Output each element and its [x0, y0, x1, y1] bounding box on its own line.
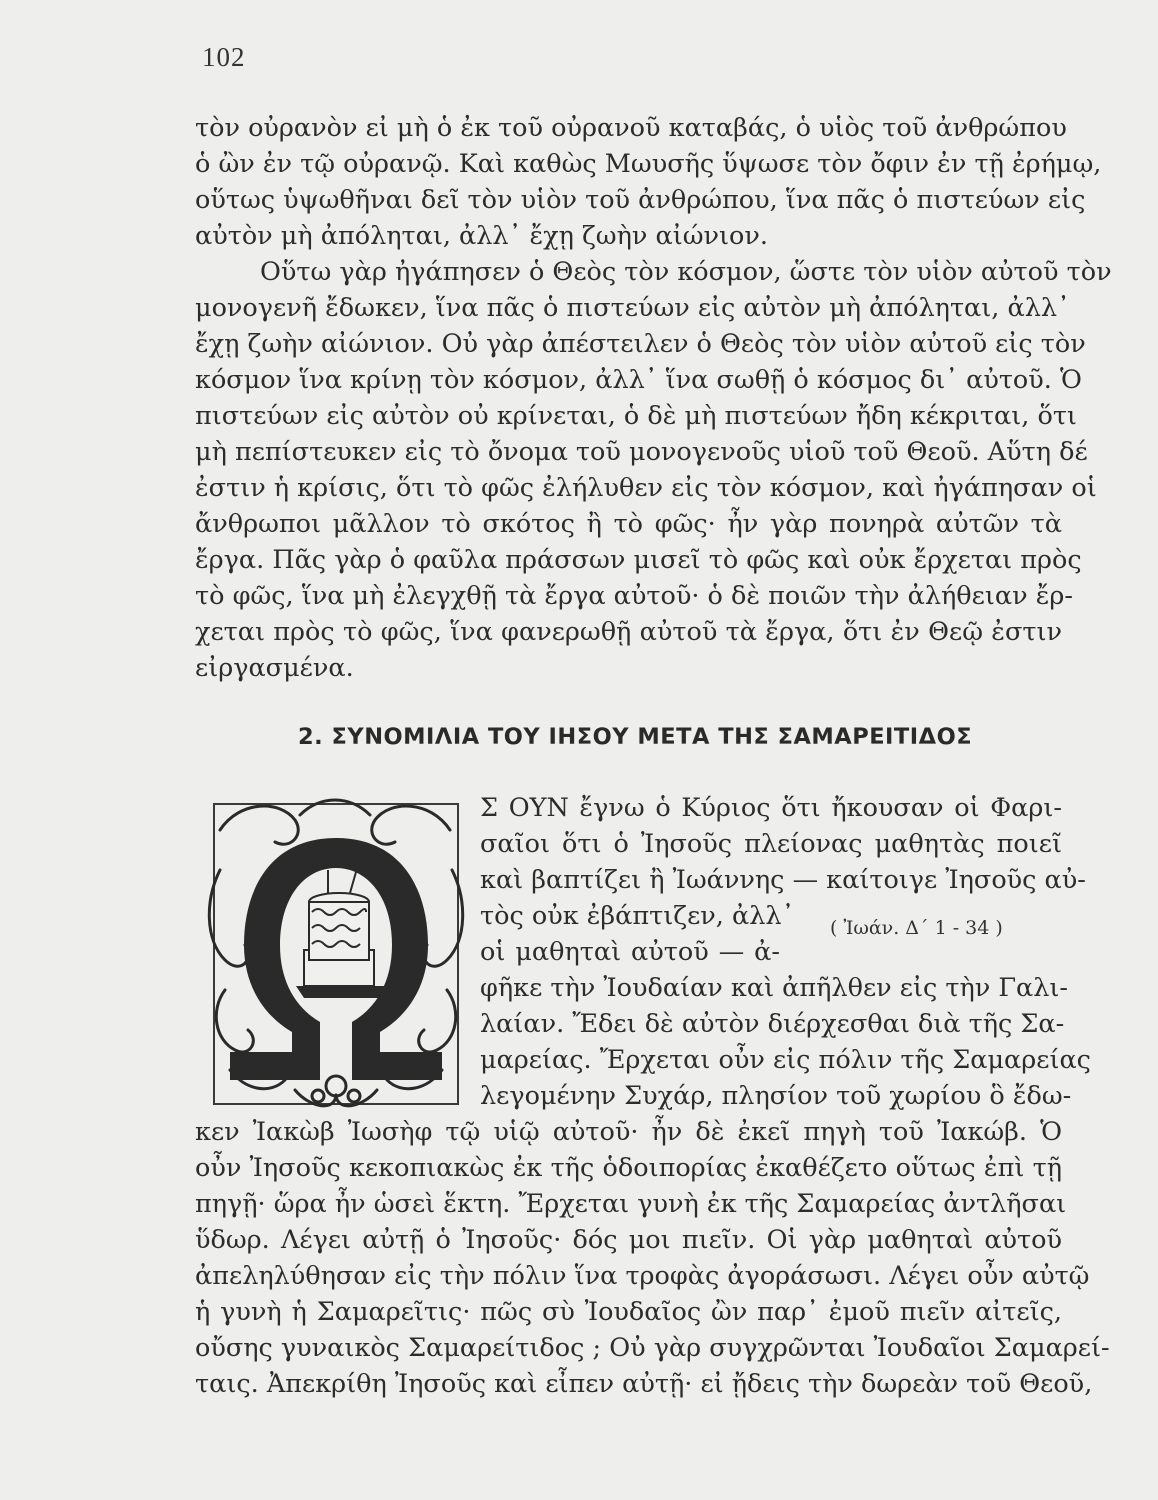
paragraph-3-line: μαρείας. Ἔρχεται οὖν εἰς πόλιν τῆς Σαμαρείας	[480, 1045, 1091, 1075]
paragraph-2-line: ἐστιν ἡ κρίσις, ὅτι τὸ φῶς ἐλήλυθεν εἰς τὸν κόσμον, καὶ ἠγάπησαν οἱ	[195, 473, 1097, 503]
paragraph-1-line: ὁ ὢν ἐν τῷ οὐρανῷ. Καὶ καθὼς Μωυσῆς ὕψωσε τὸν ὄφιν ἐν τῇ ἐρήμῳ,	[195, 149, 1102, 179]
paragraph-3-line: πηγῇ· ὥρα ἦν ὡσεὶ ἕκτη. Ἔρχεται γυνὴ ἐκ τῆς Σαμαρείας ἀντλῆσαι	[195, 1189, 1067, 1219]
paragraph-3-line: Σ ΟΥΝ ἔγνω ὁ Κύριος ὅτι ἤκουσαν οἱ Φαρι-	[480, 793, 1062, 823]
paragraph-3-line: οἱ μαθηταὶ αὐτοῦ — ἀ-	[480, 937, 780, 967]
paragraph-2-line: ἄνθρωποι μᾶλλον τὸ σκότος ἢ τὸ φῶς· ἦν γὰρ πονηρὰ αὐτῶν τὰ	[195, 509, 1062, 539]
section-heading: 2. ΣΥΝΟΜΙΛΙΑ ΤΟΥ ΙΗΣΟΥ ΜΕΤΑ ΤΗΣ ΣΑΜΑΡΕΙΤΙΔΟΣ	[298, 724, 973, 750]
paragraph-2-line: μονογενῆ ἔδωκεν, ἵνα πᾶς ὁ πιστεύων εἰς αὐτὸν μὴ ἀπόληται, ἀλλ᾽	[195, 293, 1070, 323]
paragraph-3-line: φῆκε τὴν Ἰουδαίαν καὶ ἀπῆλθεν εἰς τὴν Γαλι-	[480, 973, 1069, 1003]
paragraph-3-line: ἡ γυνὴ ἡ Σαμαρεῖτις· πῶς σὺ Ἰουδαῖος ὢν παρ᾽ ἐμοῦ πιεῖν αἰτεῖς,	[195, 1297, 1062, 1327]
paragraph-3-line: ὕδωρ. Λέγει αὐτῇ ὁ Ἰησοῦς· δός μοι πιεῖν. Οἱ γὰρ μαθηταὶ αὐτοῦ	[195, 1225, 1062, 1255]
paragraph-3-line: σαῖοι ὅτι ὁ Ἰησοῦς πλείονας μαθητὰς ποιεῖ	[480, 829, 1062, 859]
ornamental-drop-cap	[200, 790, 472, 1126]
paragraph-3-line: ταις. Ἀπεκρίθη Ἰησοῦς καὶ εἶπεν αὐτῇ· εἰ ᾔδεις τὴν δωρεὰν τοῦ Θεοῦ,	[195, 1369, 1093, 1399]
paragraph-2-line: χεται πρὸς τὸ φῶς, ἵνα φανερωθῇ αὐτοῦ τὰ ἔργα, ὅτι ἐν Θεῷ ἐστιν	[195, 617, 1062, 647]
paragraph-3-line: οὔσης γυναικὸς Σαμαρείτιδος ; Οὐ γὰρ συγχρῶνται Ἰουδαῖοι Σαμαρεί-	[195, 1333, 1110, 1363]
paragraph-2-line: τὸ φῶς, ἵνα μὴ ἐλεγχθῇ τὰ ἔργα αὐτοῦ· ὁ δὲ ποιῶν τὴν ἀλήθειαν ἔρ-	[195, 581, 1073, 611]
paragraph-2-line: ἔχῃ ζωὴν αἰώνιον. Οὐ γὰρ ἀπέστειλεν ὁ Θεὸς τὸν υἱὸν αὐτοῦ εἰς τὸν	[195, 329, 1086, 359]
paragraph-3-line: τὸς οὐκ ἐβάπτιζεν, ἀλλ᾽	[480, 901, 795, 931]
paragraph-3-line: κεν Ἰακὼβ Ἰωσὴφ τῷ υἱῷ αὐτοῦ· ἦν δὲ ἐκεῖ πηγὴ τοῦ Ἰακώβ. Ὁ	[195, 1117, 1062, 1147]
paragraph-3-line: λεγομένην Συχάρ, πλησίον τοῦ χωρίου ὃ ἔδω-	[480, 1081, 1072, 1111]
paragraph-2-line: εἰργασμένα.	[195, 653, 354, 683]
paragraph-1-line: οὕτως ὑψωθῆναι δεῖ τὸν υἱὸν τοῦ ἀνθρώπου, ἵνα πᾶς ὁ πιστεύων εἰς	[195, 185, 1086, 215]
page-number: 102	[202, 42, 246, 72]
paragraph-2-line: μὴ πεπίστευκεν εἰς τὸ ὄνομα τοῦ μονογενοῦς υἱοῦ τοῦ Θεοῦ. Αὕτη δέ	[195, 437, 1088, 467]
paragraph-1-line: αὐτὸν μὴ ἀπόληται, ἀλλ᾽ ἔχῃ ζωὴν αἰώνιον.	[195, 221, 768, 251]
paragraph-2-line: ἔργα. Πᾶς γὰρ ὁ φαῦλα πράσσων μισεῖ τὸ φῶς καὶ οὐκ ἔρχεται πρὸς	[195, 545, 1082, 575]
paragraph-2-line: κόσμον ἵνα κρίνῃ τὸν κόσμον, ἀλλ᾽ ἵνα σωθῇ ὁ κόσμος δι᾽ αὐτοῦ. Ὁ	[195, 365, 1082, 395]
paragraph-1-line: τὸν οὐρανὸν εἰ μὴ ὁ ἐκ τοῦ οὐρανοῦ καταβάς, ὁ υἱὸς τοῦ ἀνθρώπου	[195, 113, 1067, 143]
paragraph-3-line: καὶ βαπτίζει ἢ Ἰωάννης — καίτοιγε Ἰησοῦς αὐ-	[480, 865, 1086, 895]
paragraph-3-line: οὖν Ἰησοῦς κεκοπιακὼς ἐκ τῆς ὁδοιπορίας ἐκαθέζετο οὕτως ἐπὶ τῇ	[195, 1153, 1062, 1183]
scripture-reference: ( Ἰωάν. Δ΄ 1 - 34 )	[830, 917, 1003, 939]
paragraph-3-line: λαίαν. Ἔδει δὲ αὐτὸν διέρχεσθαι διὰ τῆς Σα-	[480, 1009, 1065, 1039]
paragraph-2-line: Οὕτω γὰρ ἠγάπησεν ὁ Θεὸς τὸν κόσμον, ὥστε τὸν υἱὸν αὐτοῦ τὸν	[260, 257, 1112, 287]
paragraph-3-line: ἀπεληλύθησαν εἰς τὴν πόλιν ἵνα τροφὰς ἀγοράσωσι. Λέγει οὖν αὐτῷ	[195, 1261, 1090, 1291]
paragraph-2-line: πιστεύων εἰς αὐτὸν οὐ κρίνεται, ὁ δὲ μὴ πιστεύων ἤδη κέκριται, ὅτι	[195, 401, 1077, 431]
